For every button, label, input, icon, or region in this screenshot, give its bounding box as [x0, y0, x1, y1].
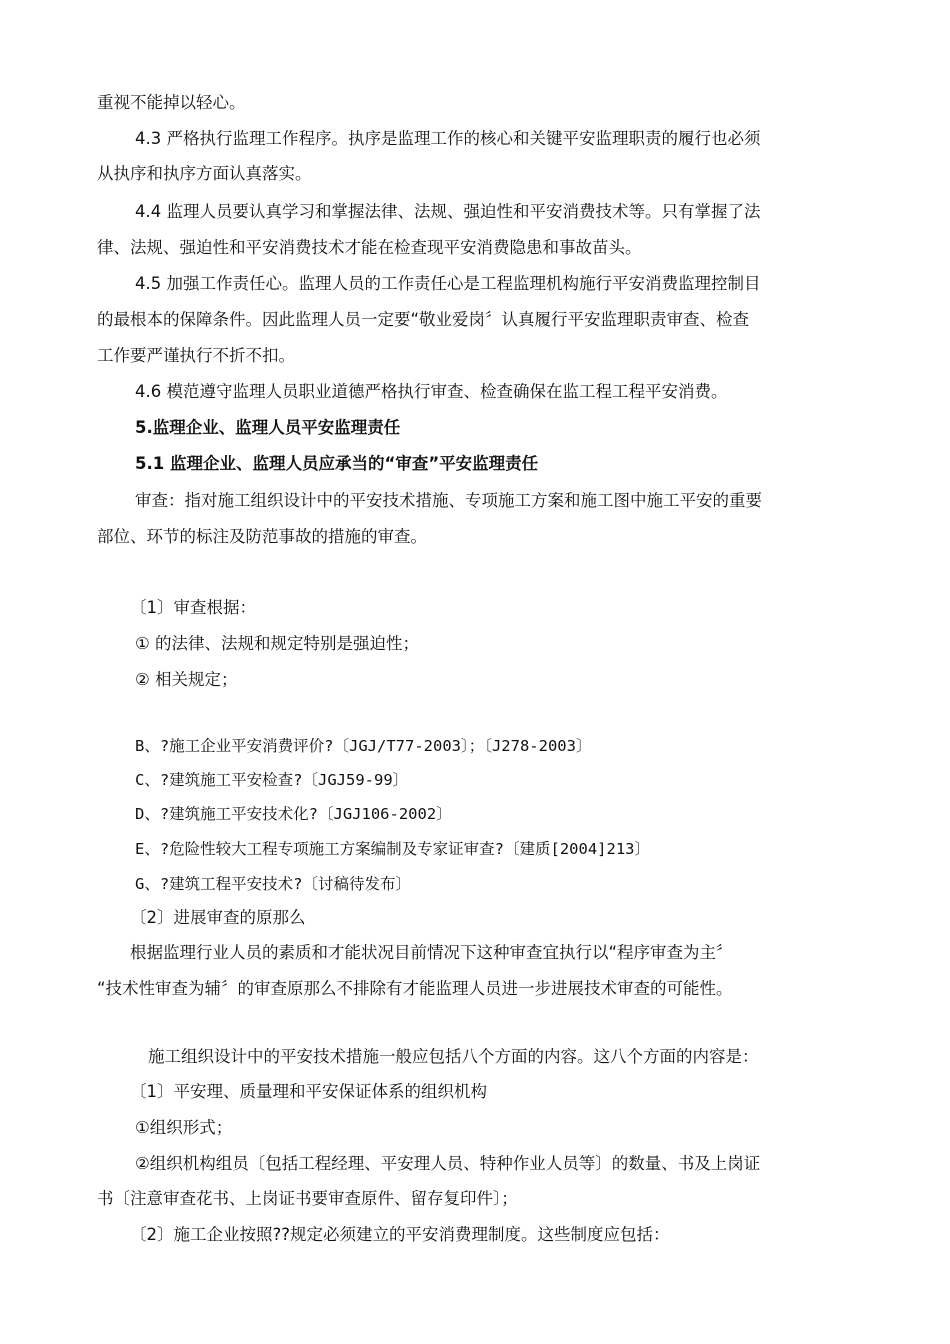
paragraph-line: “技术性审查为辅〞的审查原那么不排除有才能监理人员进一步进展技术审查的可能性。 — [97, 979, 733, 998]
paragraph-line: 的最根本的保障条件。因此监理人员一定要“敬业爱岗〞认真履行平安监理职责审查、检查 — [97, 310, 750, 329]
standard-reference: C、?建筑施工平安检查?〔JGJ59-99〕 — [135, 771, 409, 789]
paragraph-line: 从执序和执序方面认真落实。 — [97, 164, 312, 183]
paragraph-line: 审查：指对施工组织设计中的平安技术措施、专项施工方案和施工图中施工平安的重要 — [135, 491, 762, 510]
list-heading: 〔2〕进展审查的原那么 — [130, 908, 306, 927]
paragraph-line: 重视不能掉以轻心。 — [97, 93, 246, 112]
list-item: ①组织形式； — [135, 1118, 233, 1137]
list-item: ②组织机构组员〔包括工程经理、平安理人员、特种作业人员等〕的数量、书及上岗证 — [135, 1154, 761, 1173]
paragraph-line: 律、法规、强迫性和平安消费技术才能在检查现平安消费隐患和事故苗头。 — [97, 238, 642, 257]
section-heading: 5.监理企业、监理人员平安监理责任 — [135, 418, 401, 437]
paragraph-line: 根据监理行业人员的素质和才能状况目前情况下这种审查宜执行以“程序审查为主〞 — [130, 943, 733, 962]
paragraph-line: 工作要严谨执行不折不扣。 — [97, 346, 295, 365]
list-item: ① 的法律、法规和规定特别是强迫性； — [135, 634, 420, 653]
standard-reference: D、?建筑施工平安技术化?〔JGJ106-2002〕 — [135, 805, 452, 823]
standard-reference: E、?危险性较大工程专项施工方案编制及专家证审查?〔建质[2004]213〕 — [135, 840, 650, 858]
list-item: ② 相关规定； — [135, 670, 238, 689]
subsection-heading: 5.1 监理企业、监理人员应承当的“审查”平安监理责任 — [135, 454, 539, 473]
paragraph-line: 部位、环节的标注及防范事故的措施的审查。 — [97, 527, 427, 546]
paragraph-line: 4.5 加强工作责任心。监理人员的工作责任心是工程监理机构施行平安消费监理控制目 — [135, 274, 761, 293]
paragraph-line: 4.4 监理人员要认真学习和掌握法律、法规、强迫性和平安消费技术等。只有掌握了法 — [135, 202, 761, 221]
standard-reference: G、?建筑工程平安技术?〔讨稿待发布〕 — [135, 875, 411, 893]
list-heading: 〔1〕审查根据： — [130, 598, 256, 617]
list-heading: 〔1〕平安理、质量理和平安保证体系的组织机构 — [130, 1082, 487, 1101]
standard-reference: B、?施工企业平安消费评价?〔JGJ/T77-2003〕；〔J278-2003〕 — [135, 737, 592, 755]
list-heading: 〔2〕施工企业按照??规定必须建立的平安消费理制度。这些制度应包括： — [130, 1225, 670, 1244]
paragraph-line: 4.3 严格执行监理工作程序。执序是监理工作的核心和关键平安监理职责的履行也必须 — [135, 129, 761, 148]
paragraph-line: 书〔注意审查花书、上岗证书要审查原件、留存复印件〕； — [97, 1189, 518, 1208]
paragraph-line: 4.6 模范遵守监理人员职业道德严格执行审查、检查确保在监工程工程平安消费。 — [135, 382, 728, 401]
paragraph-line: 施工组织设计中的平安技术措施一般应包括八个方面的内容。这八个方面的内容是： — [148, 1047, 759, 1066]
